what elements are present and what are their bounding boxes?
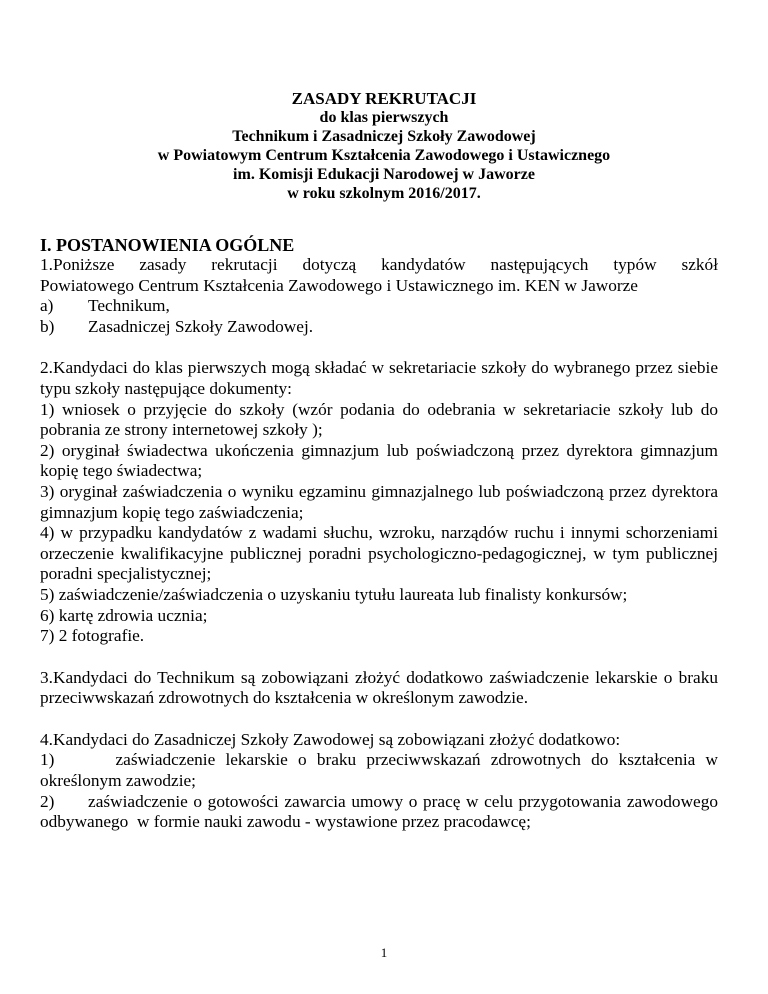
document-title: ZASADY REKRUTACJI — [291, 89, 477, 108]
document-body — [40, 235, 723, 833]
document-list-item: 6) kartę zdrowia ucznia; — [40, 605, 208, 625]
paragraph-4-item: 1) zaświadczenie lekarskie o braku przeciwwskazań zdrowotnych do kształcenia w określonym zawodzie; — [40, 750, 723, 791]
page-number: 1 — [380, 945, 388, 960]
paragraph-1-line-1: 1.Poniższe zasady rekrutacji dotyczą kandydatów następujących typów szkół — [40, 255, 718, 274]
paragraph-3: 3.Kandydaci do Technikum są zobowiązani złożyć dodatkowo zaświadczenie lekarskie o braku przeciwwskazań zdrowotnych do kształcenia w określonym zawodzie. — [40, 667, 718, 708]
document-list-item: 3) oryginał zaświadczenia o wyniku egzaminu gimnazjalnego lub poświadczoną przez dyrektora gimnazjum kopię tego zaświadczenia; — [40, 481, 718, 522]
document-list-item: 4) w przypadku kandydatów z wadami słuchu, wzroku, narządów ruchu i innymi schorzeniami orzeczenie kwalifikacyjne publicznej poradni psychologiczno-pedagogicznej, w tym publicznej poradni specjalistycznej; — [40, 523, 718, 584]
school-type-label: a) — [40, 296, 54, 316]
document-list-item: 1) wniosek o przyjęcie do szkoły (wzór podania do odebrania w sekretariacie szkoły lub do pobrania ze strony internetowej szkoły ); — [40, 399, 718, 440]
paragraph-2-intro: 2.Kandydaci do klas pierwszych mogą składać w sekretariacie szkoły do wybranego przez siebie typu szkoły następujące dokumenty: — [40, 358, 718, 398]
document-title-block — [40, 89, 728, 203]
title-line-2: do klas pierwszych — [319, 109, 449, 126]
paragraph-4-item: 2) zaświadczenie o gotowości zawarcia umowy o pracę w celu przygotowania zawodowego odbywanego w formie nauki zawodu - wystawione przez pracodawcę; — [40, 791, 723, 832]
school-type-item — [40, 296, 718, 317]
title-line-6: w roku szkolnym 2016/2017. — [287, 185, 481, 202]
school-type-label: b) — [40, 316, 55, 336]
school-type-item — [40, 317, 718, 338]
section-heading: I. POSTANOWIENIA OGÓLNE — [40, 235, 295, 255]
title-line-3: Technikum i Zasadniczej Szkoły Zawodowej — [232, 128, 536, 145]
school-type-text: Technikum, — [88, 296, 170, 316]
paragraph-4-intro: 4.Kandydaci do Zasadniczej Szkoły Zawodowej są zobowiązani złożyć dodatkowo: — [40, 729, 621, 749]
document-list-item: 7) 2 fotografie. — [40, 626, 145, 646]
document-list-item: 5) zaświadczenie/zaświadczenia o uzyskaniu tytułu laureata lub finalisty konkursów; — [40, 584, 628, 604]
title-line-5: im. Komisji Edukacji Narodowej w Jaworze — [233, 166, 535, 183]
document-list-item: 2) oryginał świadectwa ukończenia gimnazjum lub poświadczoną przez dyrektora gimnazjum kopię tego świadectwa; — [40, 440, 718, 481]
title-line-4: w Powiatowym Centrum Kształcenia Zawodowego i Ustawicznego — [157, 147, 611, 164]
paragraph-1-line-2: Powiatowego Centrum Kształcenia Zawodowego i Ustawicznego im. KEN w Jaworze — [40, 275, 638, 295]
school-type-text: Zasadniczej Szkoły Zawodowej. — [88, 316, 314, 336]
